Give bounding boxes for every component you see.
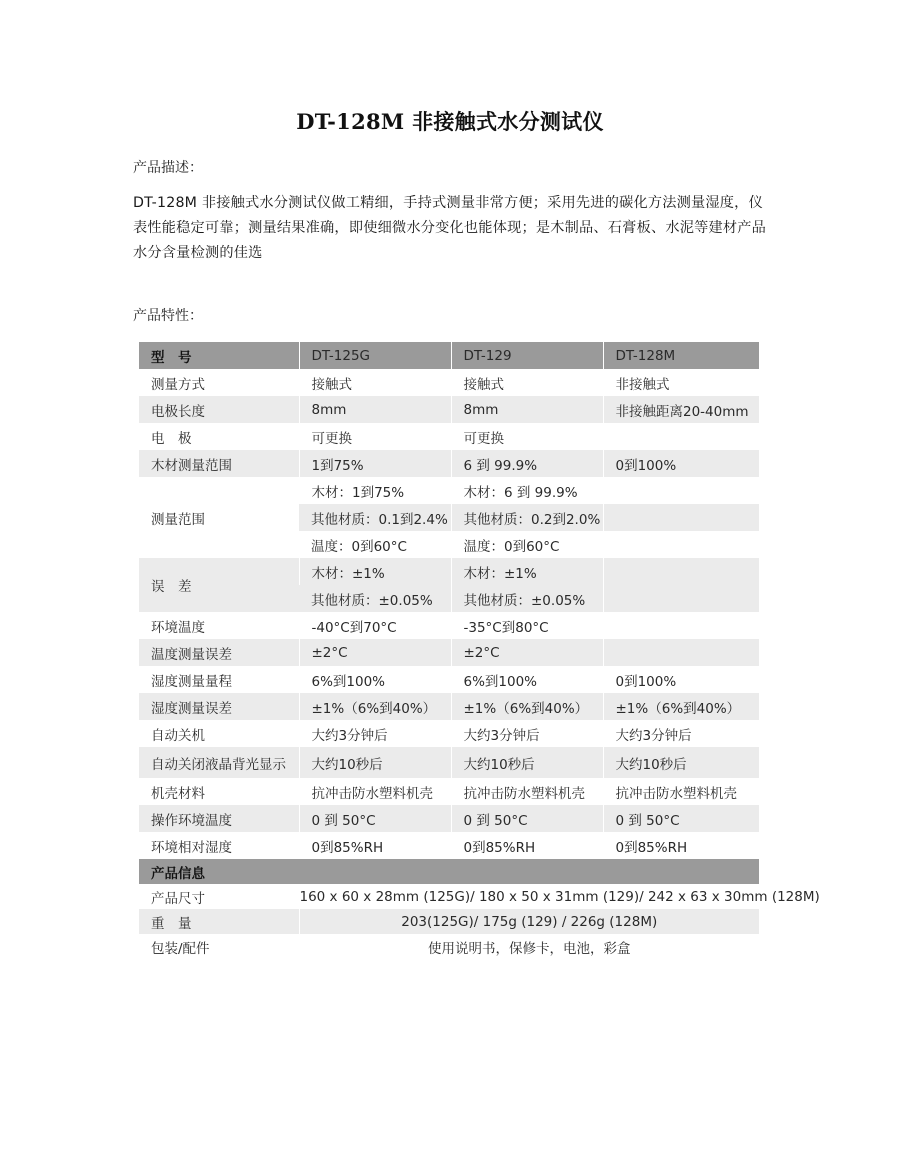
table-row: [139, 369, 759, 396]
table-row: [139, 934, 759, 959]
product-info-header-row: [139, 859, 759, 884]
table-cell: ±1%（6%到40%）: [299, 693, 451, 720]
table-row: [139, 450, 759, 477]
table-cell: 可更换: [451, 423, 603, 450]
description-paragraph: DT-128M 非接触式水分测试仪做工精细，手持式测量非常方便；采用先进的碳化方法测量湿度，仪表性能稳定可靠；测量结果准确，即使细微水分变化也能体现；是木制品、石膏板、水泥等建材产品水分含量检测的佳选: [133, 195, 767, 261]
table-cell: -40°C到70°C: [299, 612, 451, 639]
table-row: [139, 747, 759, 778]
package-value: 使用说明书，保修卡，电池，彩盒: [299, 934, 759, 959]
table-cell: 大约3分钟后: [603, 720, 759, 747]
table-cell: ±1%（6%到40%）: [603, 693, 759, 720]
table-cell: 0到85%RH: [603, 832, 759, 859]
table-cell: ±2°C: [299, 639, 451, 666]
row-label: 操作环境温度: [139, 805, 299, 832]
table-cell: 抗冲击防水塑料机壳: [299, 778, 451, 805]
table-cell: 非接触式: [603, 369, 759, 396]
table-cell: 0 到 50°C: [299, 805, 451, 832]
row-label: 温度测量误差: [139, 639, 299, 666]
table-row: [139, 477, 759, 504]
table-cell: 0 到 50°C: [603, 805, 759, 832]
row-label: 产品尺寸: [151, 890, 205, 907]
table-cell: -35°C到80°C: [451, 612, 603, 639]
table-cell: 1到75%: [299, 450, 451, 477]
table-cell: 8mm: [299, 396, 451, 423]
table-cell: 抗冲击防水塑料机壳: [451, 778, 603, 805]
table-cell: [603, 531, 759, 558]
table-cell: [603, 477, 759, 504]
table-cell: [603, 558, 759, 585]
table-row: [139, 805, 759, 832]
table-cell: 大约3分钟后: [299, 720, 451, 747]
table-row: [139, 423, 759, 450]
row-label: 测量方式: [151, 376, 205, 393]
header-cell-dt125g: DT-125G: [299, 342, 451, 369]
table-cell: 其他材质：±0.05%: [299, 585, 451, 612]
table-cell: 0到100%: [603, 450, 759, 477]
table-cell: [603, 639, 759, 666]
table-row: [139, 666, 759, 693]
weight-value: 203(125G)/ 175g (129) / 226g (128M): [299, 909, 759, 934]
table-cell: 温度：0到60°C: [311, 538, 407, 555]
row-label: 电极长度: [139, 396, 299, 423]
row-label: 电 极: [151, 430, 192, 447]
table-row: [139, 612, 759, 639]
table-row: [139, 639, 759, 666]
table-row: [139, 832, 759, 859]
row-label-error: 误 差: [139, 558, 299, 612]
row-label: 湿度测量量程: [151, 673, 232, 690]
table-cell: 大约10秒后: [299, 747, 451, 778]
spec-table: [139, 342, 820, 959]
table-cell: 大约10秒后: [603, 747, 759, 778]
table-cell: 6%到100%: [299, 666, 451, 693]
row-label: 自动关闭液晶背光显示: [139, 747, 299, 778]
row-label: 机壳材料: [151, 785, 205, 802]
table-header-row: [139, 342, 759, 369]
table-cell: 木材：±1%: [451, 558, 603, 585]
row-label: 重 量: [139, 909, 299, 934]
header-cell-dt128m: DT-128M: [603, 342, 759, 369]
table-cell: 温度：0到60°C: [451, 531, 603, 558]
table-cell: 其他材质：0.1到2.4%: [299, 504, 451, 531]
row-label: 环境温度: [151, 619, 205, 636]
table-cell: 非接触距离20-40mm: [603, 396, 759, 423]
dimensions-value: 160 x 60 x 28mm (125G)/ 180 x 50 x 31mm (129)/ 242 x 63 x 30mm (128M): [299, 884, 759, 909]
table-cell: 木材：±1%: [299, 558, 451, 585]
header-cell-dt129: DT-129: [451, 342, 603, 369]
product-info-heading: 产品信息: [139, 859, 759, 884]
row-label: 包装/配件: [151, 940, 210, 957]
row-label: 木材测量范围: [139, 450, 299, 477]
table-cell: [603, 423, 759, 450]
description-heading: 产品描述：: [133, 160, 203, 176]
table-cell: 其他材质：±0.05%: [451, 585, 603, 612]
table-cell: 可更换: [299, 423, 451, 450]
page-title: DT-128M 非接触式水分测试仪: [296, 109, 604, 134]
table-cell: [603, 585, 759, 612]
row-label: 湿度测量误差: [139, 693, 299, 720]
table-cell: 0到100%: [603, 666, 759, 693]
table-cell: 6 到 99.9%: [451, 450, 603, 477]
table-cell: 大约10秒后: [451, 747, 603, 778]
table-row: [139, 396, 759, 423]
table-cell: 6%到100%: [451, 666, 603, 693]
header-cell-model: 型 号: [139, 342, 299, 369]
table-cell: 抗冲击防水塑料机壳: [603, 778, 759, 805]
table-cell: 0到85%RH: [451, 832, 603, 859]
table-row: [139, 909, 759, 934]
table-cell: 木材：1到75%: [299, 477, 451, 504]
table-cell: 大约3分钟后: [451, 720, 603, 747]
table-cell: 木材：6 到 99.9%: [451, 477, 603, 504]
table-cell: 8mm: [451, 396, 603, 423]
table-cell: 0 到 50°C: [451, 805, 603, 832]
table-cell: 接触式: [299, 369, 451, 396]
table-cell: 其他材质：0.2到2.0%: [451, 504, 603, 531]
row-label: 自动关机: [151, 727, 205, 744]
table-cell: 0到85%RH: [299, 832, 451, 859]
table-cell: [603, 504, 759, 531]
row-label: 环境相对湿度: [151, 839, 232, 856]
table-row: [139, 693, 759, 720]
table-row: [139, 778, 759, 805]
table-row: [139, 720, 759, 747]
table-cell: [603, 612, 759, 639]
table-row: [139, 558, 759, 585]
features-heading: 产品特性：: [133, 308, 203, 324]
row-label-range: 测量范围: [139, 477, 299, 558]
table-row: [139, 884, 759, 909]
table-cell: ±2°C: [451, 639, 603, 666]
table-cell: ±1%（6%到40%）: [451, 693, 603, 720]
table-cell: 接触式: [451, 369, 603, 396]
